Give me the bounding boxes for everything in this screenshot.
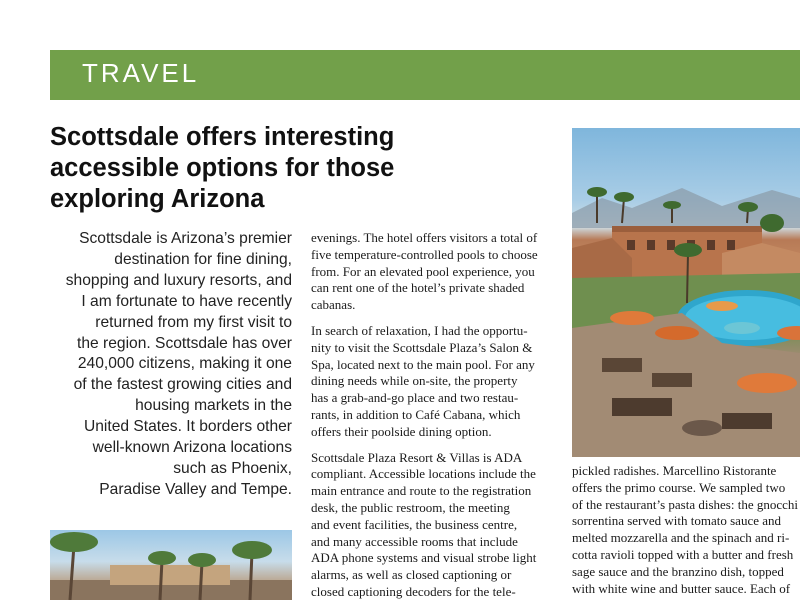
body-line: Spa, located next to the main pool. For any (311, 356, 535, 372)
intro-line: housing markets in the (135, 397, 292, 415)
intro-line: United States. It borders other (83, 418, 292, 436)
intro-line: well-known Arizona locations (92, 439, 292, 457)
intro-line: I am fortunate to have recently (81, 292, 292, 310)
intro-line: 240,000 citizens, making it one (77, 355, 292, 373)
body-line: desk, the public restroom, the meeting (311, 499, 510, 515)
body-line: alarms, as well as closed captioning or (311, 567, 512, 583)
body-line: In search of relaxation, I had the opportu- (311, 322, 528, 338)
body-line: nity to visit the Scottsdale Plaza’s Salon & (311, 339, 533, 355)
intro-line: of the fastest growing cities and (73, 376, 292, 394)
body-line: from. For an elevated pool experience, you (311, 263, 535, 279)
intro-line: Scottsdale is Arizona’s premier (79, 230, 292, 247)
intro-line: the region. Scottsdale has over (77, 334, 292, 352)
body-column-right (572, 463, 800, 597)
body-line: pickled radishes. Marcellino Ristorante (572, 463, 777, 478)
intro-line: returned from my first visit to (95, 313, 292, 331)
section-label: TRAVEL (82, 58, 200, 88)
article-intro (50, 229, 292, 501)
body-line: cabanas. (311, 297, 356, 313)
body-line: rants, in addition to Café Cabana, which (311, 406, 521, 422)
intro-line: such as Phoenix, (173, 459, 292, 477)
palm-street-illustration (50, 530, 292, 600)
body-line: with white wine and butter sauce. Each of (572, 580, 791, 596)
body-line: ADA phone systems and visual strobe light (311, 550, 537, 566)
section-banner (50, 50, 800, 100)
body-line: can rent one of the hotel’s private shaded (311, 280, 525, 296)
body-paragraph (311, 450, 556, 601)
palm-street-photo (50, 530, 292, 600)
body-line: offers the primo course. We sampled two (572, 479, 786, 495)
body-line: closed captioning decoders for the tele- (311, 583, 516, 599)
article-headline: Scottsdale offers interesting accessible options for those exploring Arizona (50, 123, 395, 213)
body-line: has a grab-and-go place and two restau- (311, 390, 519, 406)
body-line: and many accessible rooms that include (311, 533, 518, 549)
body-line: main entrance and route to the registration (311, 483, 532, 499)
body-line: sage sauce and the branzino dish, topped (572, 563, 784, 579)
body-line: evenings. The hotel offers visitors a total of (311, 230, 538, 245)
body-line: five temperature-controlled pools to choose (311, 246, 538, 262)
body-line: sorrentina served with tomato sauce and (572, 513, 782, 529)
intro-line: Paradise Valley and Tempe. (99, 480, 292, 498)
body-line: dining needs while on-site, the property (311, 373, 518, 389)
body-paragraph (311, 323, 556, 441)
resort-pool-photo (572, 128, 800, 457)
resort-pool-illustration (572, 128, 800, 457)
body-line: Scottsdale Plaza Resort & Villas is ADA (311, 449, 523, 465)
body-column-middle (311, 230, 556, 610)
body-line: cotta ravioli topped with a butter and fresh (572, 546, 794, 562)
body-line: offers their poolside dining option. (311, 423, 492, 439)
body-line: of the restaurant’s pasta dishes: the gnocchi (572, 496, 798, 512)
body-paragraph (311, 230, 556, 314)
intro-line: shopping and luxury resorts, and (65, 271, 292, 289)
intro-line: destination for fine dining, (114, 250, 292, 268)
body-line: compliant. Accessible locations include the (311, 466, 536, 482)
body-line: and event facilities, the business centre, (311, 516, 518, 532)
body-line: melted mozzarella and the spinach and ri- (572, 530, 790, 546)
